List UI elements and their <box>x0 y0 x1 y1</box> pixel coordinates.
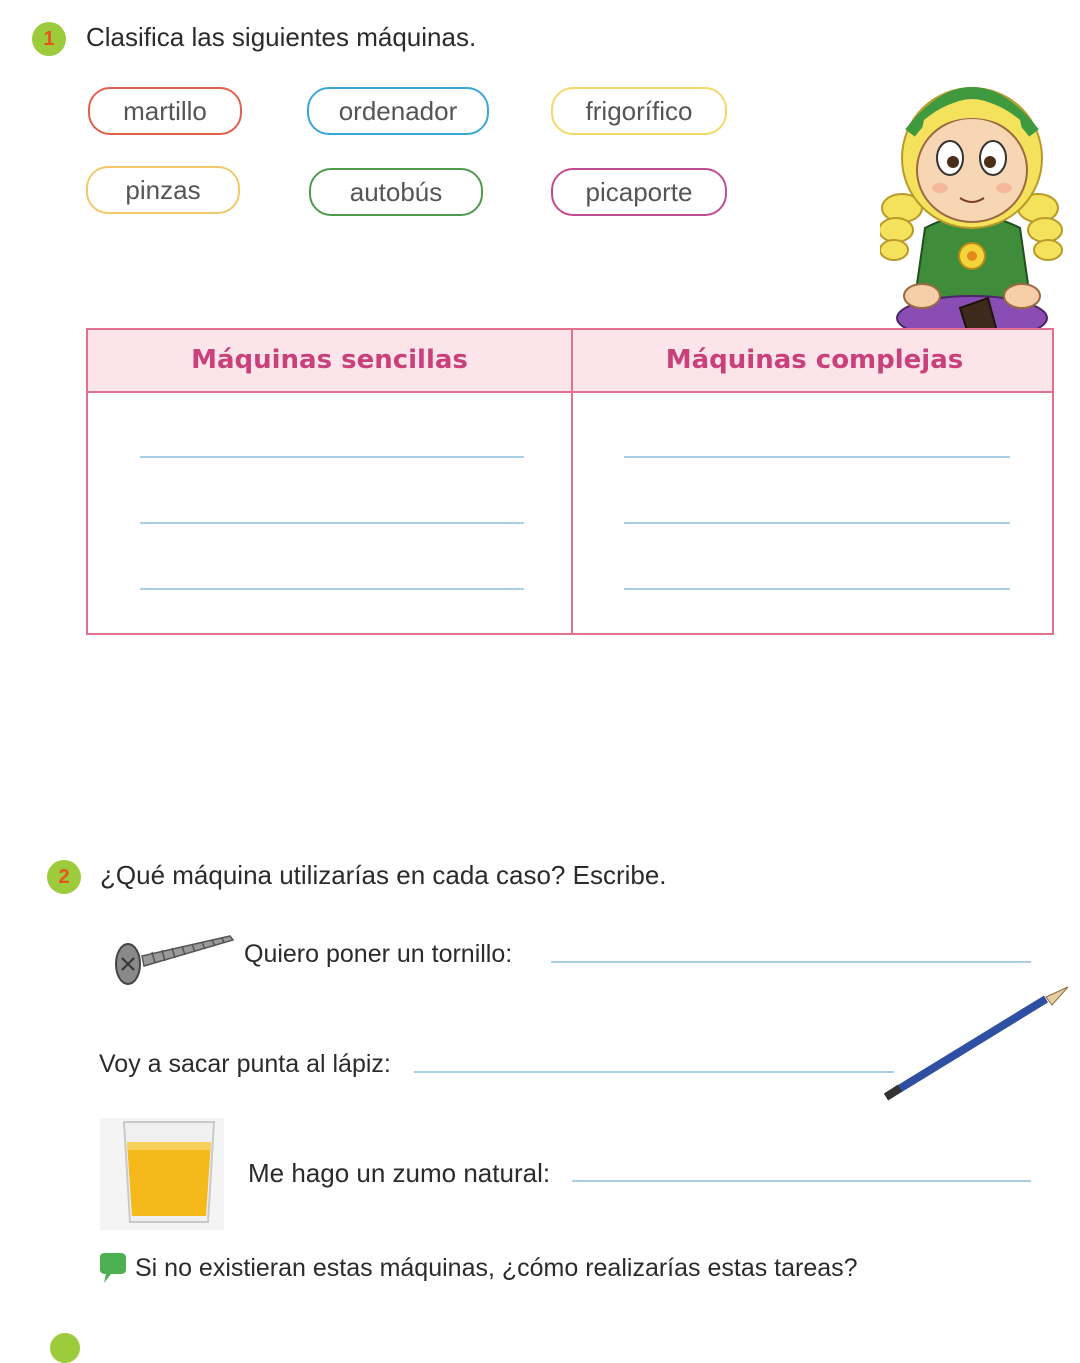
question-screw: Quiero poner un tornillo: <box>244 940 513 968</box>
answer-line[interactable] <box>572 1180 1031 1182</box>
classification-table <box>86 328 1054 635</box>
girl-illustration <box>880 58 1065 358</box>
pencil-icon <box>878 985 1074 1105</box>
writing-line[interactable] <box>140 456 524 458</box>
writing-line[interactable] <box>140 588 524 590</box>
juice-glass-icon <box>100 1118 224 1230</box>
word-chip[interactable]: martillo <box>88 87 242 135</box>
word-chip[interactable]: pinzas <box>86 166 240 214</box>
exercise-instruction: Clasifica las siguientes máquinas. <box>86 22 477 52</box>
question-pencil: Voy a sacar punta al lápiz: <box>99 1050 391 1078</box>
exercise-number-badge: 2 <box>47 860 81 894</box>
exercise-number-badge: 1 <box>32 22 66 56</box>
word-chip[interactable]: autobús <box>309 168 483 216</box>
writing-line[interactable] <box>624 456 1010 458</box>
writing-line[interactable] <box>140 522 524 524</box>
writing-line[interactable] <box>624 522 1010 524</box>
word-chip[interactable]: ordenador <box>307 87 489 135</box>
table-header-simple-machines: Máquinas sencillas <box>191 345 468 375</box>
discussion-question: Si no existieran estas máquinas, ¿cómo realizarías estas tareas? <box>135 1254 858 1282</box>
word-chip[interactable]: frigorífico <box>551 87 727 135</box>
answer-line[interactable] <box>551 961 1031 963</box>
next-exercise-badge-partial <box>50 1333 80 1363</box>
exercise-instruction: ¿Qué máquina utilizarías en cada caso? Escribe. <box>100 860 667 890</box>
answer-line[interactable] <box>414 1071 894 1073</box>
screw-icon <box>112 930 236 988</box>
table-header-complex-machines: Máquinas complejas <box>665 345 964 375</box>
writing-line[interactable] <box>624 588 1010 590</box>
speech-bubble-icon <box>96 1253 130 1287</box>
word-chip[interactable]: picaporte <box>551 168 727 216</box>
question-juice: Me hago un zumo natural: <box>248 1158 551 1188</box>
